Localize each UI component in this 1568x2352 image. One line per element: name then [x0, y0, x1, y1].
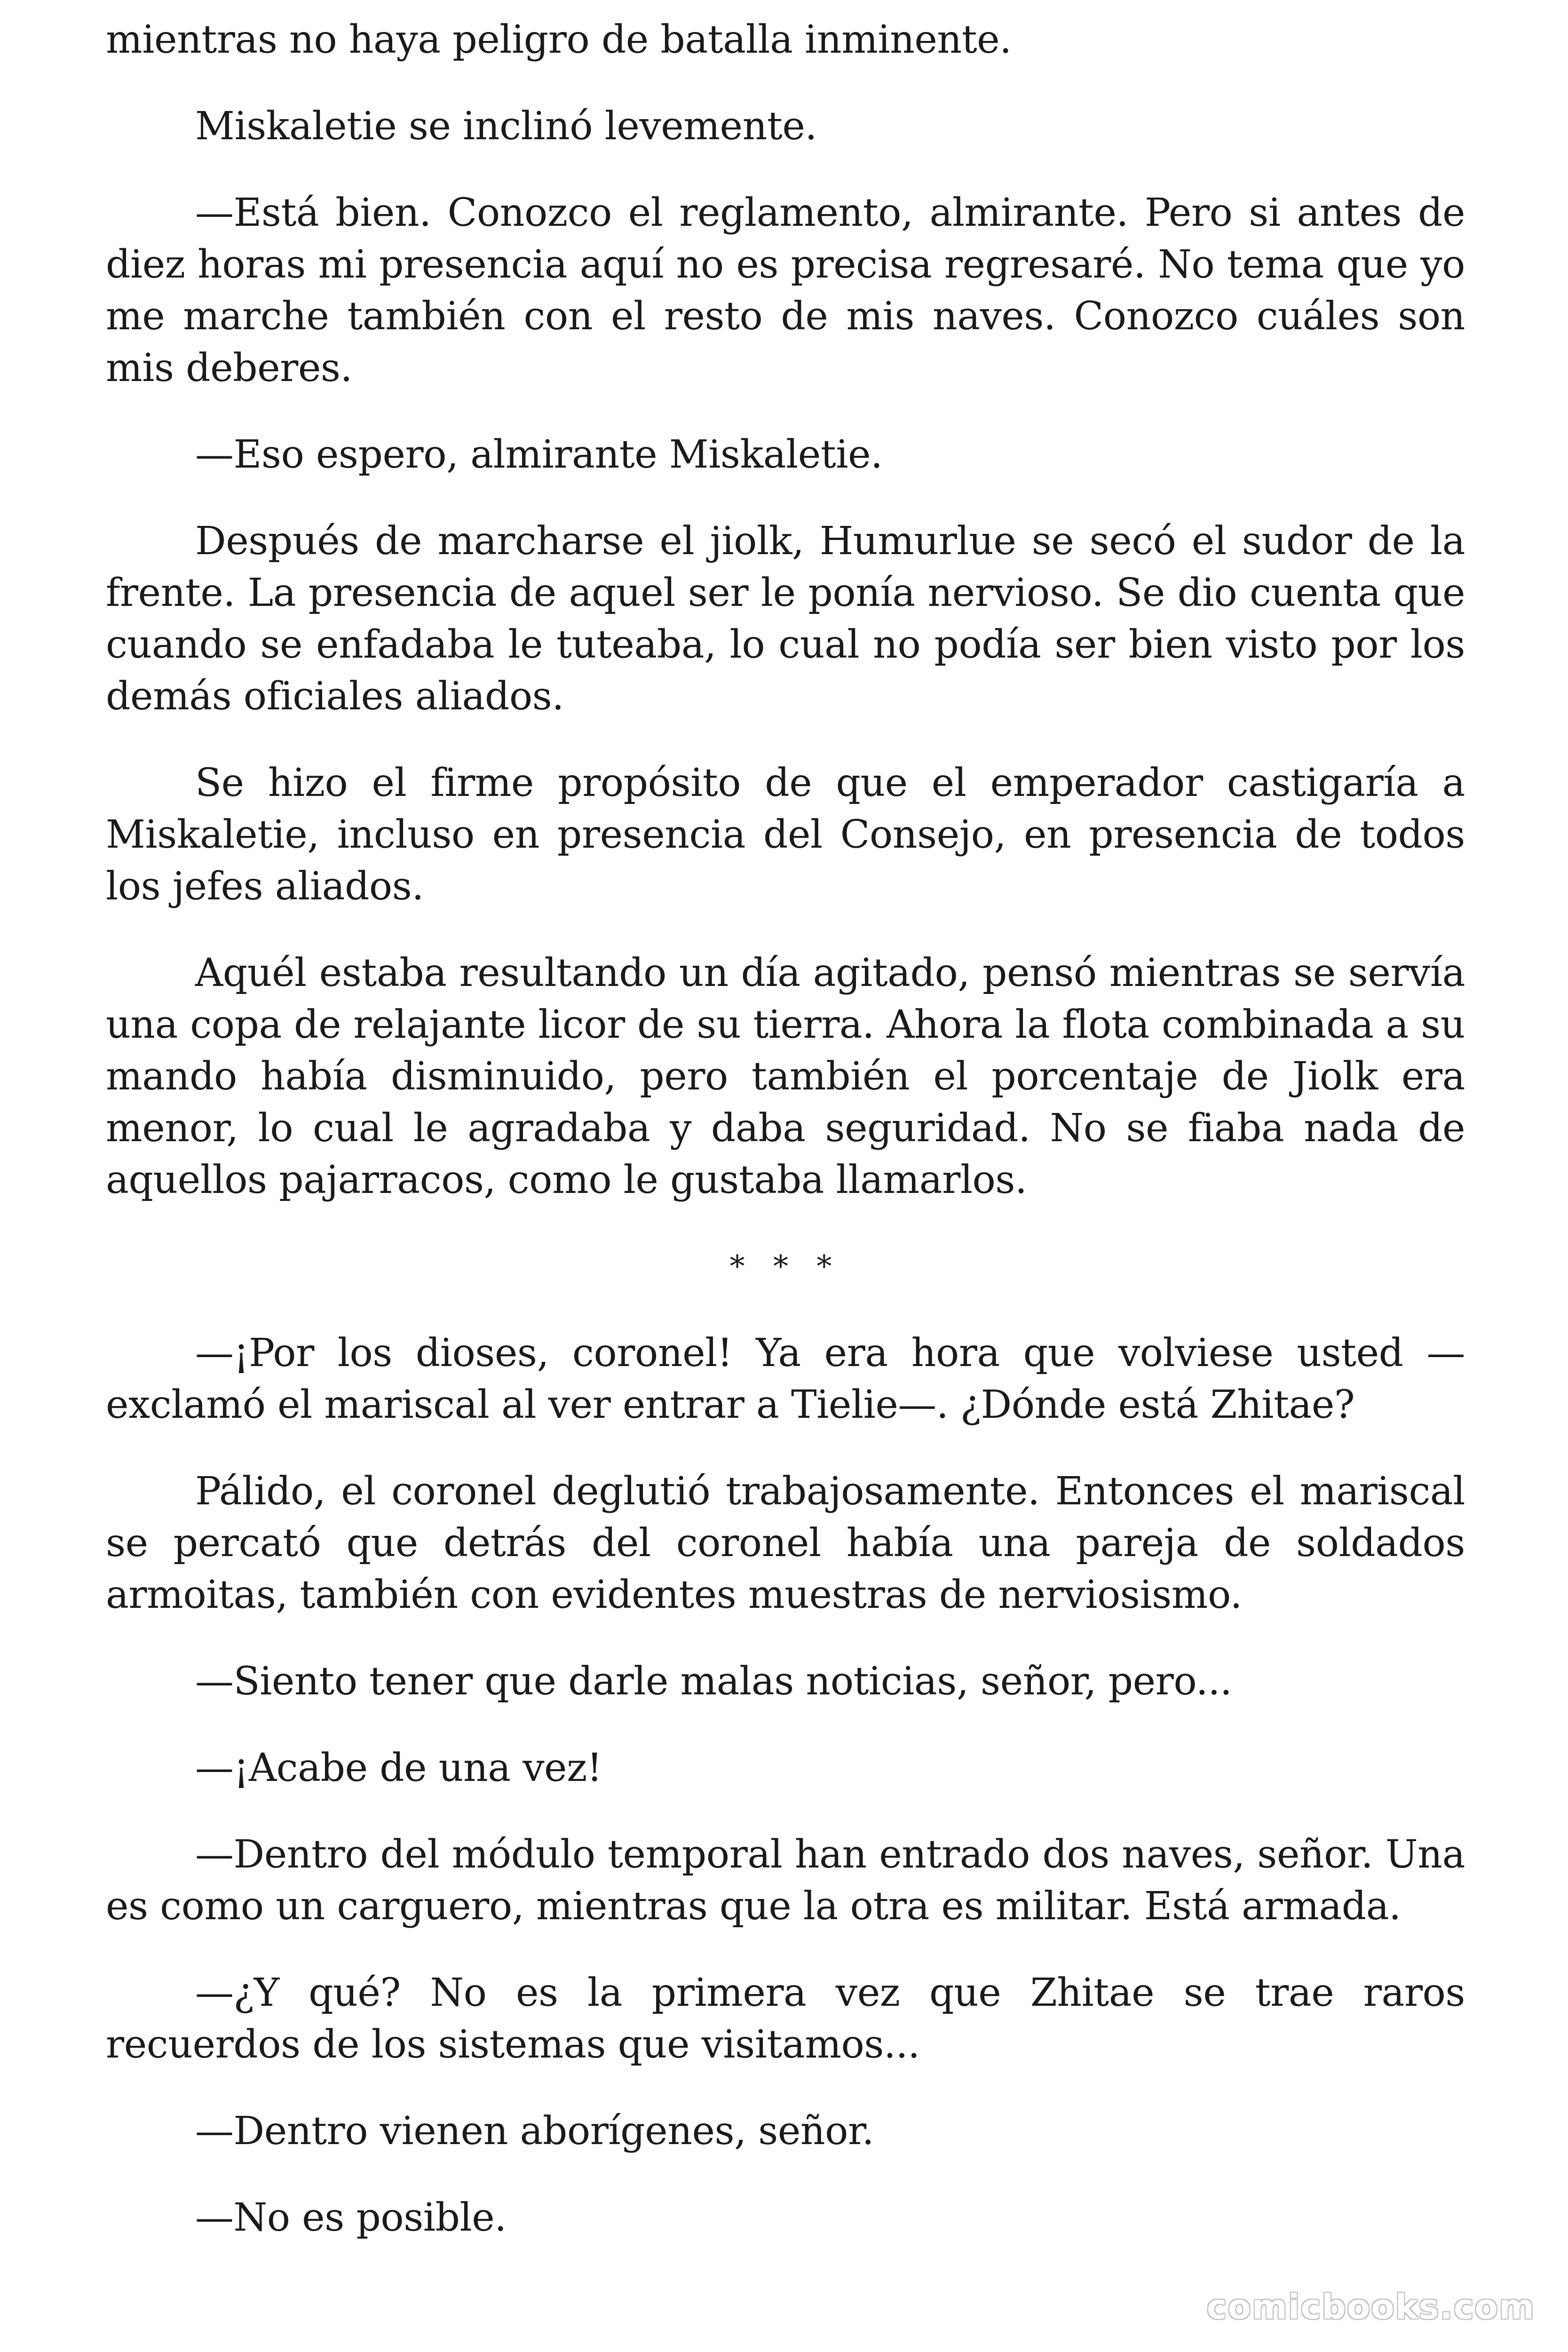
paragraph: Se hizo el firme propósito de que el emperador castigaría a Miskaletie, incluso en presencia del Consejo, en presencia de todos los jefes aliados. — [106, 761, 1465, 909]
paragraph: Pálido, el coronel deglutió trabajosamente. Entonces el mariscal se percató que detrás del coronel había una pareja de soldados armoitas, también con evidentes muestras de nerviosismo. — [106, 1469, 1465, 1617]
paragraph: —Está bien. Conozco el reglamento, almirante. Pero si antes de diez horas mi presencia aquí no es precisa regresaré. No tema que yo me marche también con el resto de mis naves. Conozco cuáles son mis deberes. — [106, 191, 1465, 390]
paragraph: —Dentro del módulo temporal han entrado dos naves, señor. Una es como un carguero, mientras que la otra es militar. Está armada. — [106, 1832, 1465, 1929]
paragraph: —No es posible. — [195, 2195, 507, 2240]
paragraph: —Dentro vienen aborígenes, señor. — [195, 2109, 874, 2153]
book-page — [106, 14, 1465, 2279]
paragraph: Después de marcharse el jiolk, Humurlue se secó el sudor de la frente. La presencia de aquel ser le ponía nervioso. Se dio cuenta que cuando se enfadaba le tuteaba, lo cual no podía ser bien visto por los demás oficiales aliados. — [106, 519, 1465, 719]
paragraph: —¡Acabe de una vez! — [195, 1746, 602, 1790]
paragraph: mientras no haya peligro de batalla inminente. — [106, 17, 1012, 62]
scene-break: * * * — [729, 1249, 841, 1284]
watermark: comicbooks.com — [1206, 2287, 1535, 2327]
paragraph: —¡Por los dioses, coronel! Ya era hora que volviese usted —exclamó el mariscal al ver entrar a Tielie—. ¿Dónde está Zhitae? — [106, 1331, 1465, 1427]
paragraph: —¿Y qué? No es la primera vez que Zhitae se trae raros recuerdos de los sistemas que visitamos... — [106, 1971, 1465, 2067]
paragraph: —Eso espero, almirante Miskaletie. — [195, 432, 883, 477]
paragraph: Aquél estaba resultando un día agitado, pensó mientras se servía una copa de relajante licor de su tierra. Ahora la flota combinada a su mando había disminuido, pero también el porcentaje de Jiolk era menor, lo cual le agradaba y daba seguridad. No se fiaba nada de aquellos pajarracos, como le gustaba llamarlos. — [106, 951, 1465, 1202]
paragraph: —Siento tener que darle malas noticias, señor, pero... — [195, 1659, 1232, 1704]
paragraph: Miskaletie se inclinó levemente. — [195, 104, 817, 149]
